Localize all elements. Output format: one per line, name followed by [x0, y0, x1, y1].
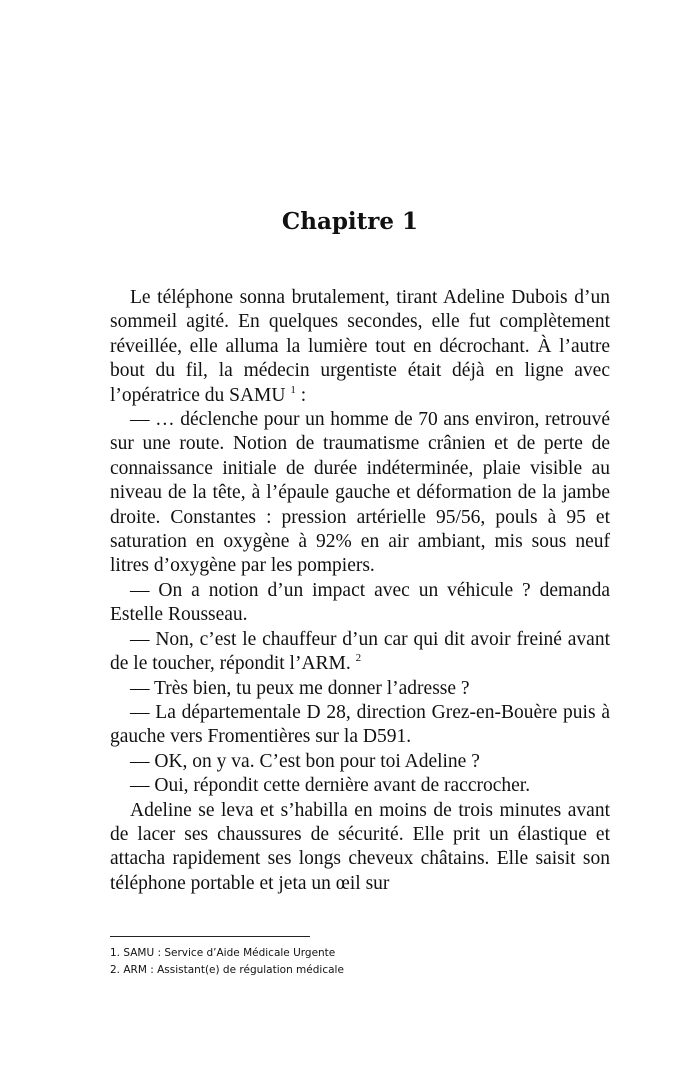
footnote-ref: 1: [290, 383, 296, 396]
paragraph: — La départementale D 28, direction Grez-en-Bouère puis à gauche vers Fromentières sur la D591.: [110, 701, 610, 748]
footnotes: [110, 945, 610, 979]
paragraph: — On a notion d’un impact avec un véhicule ? demanda Estelle Rousseau.: [110, 579, 610, 626]
paragraph: — Non, c’est le chauffeur d’un car qui dit avoir freiné avant de le toucher, répondit l’ARM. $^2$: [110, 628, 610, 675]
chapter-title: Chapitre 1: [281, 208, 419, 235]
footnote-divider: [110, 936, 310, 937]
paragraph: — … déclenche pour un homme de 70 ans environ, retrouvé sur une route. Notion de traumatisme crânien et de perte de connaissance initiale de durée indéterminée, plaie visible au niveau de la tête, à l’épaule gauche et déformation de la jambe droite. Constantes : pression artérielle 95/56, pouls à 95 et saturation en oxygène à 92% en air ambiant, mis sous neuf litres d’oxygène par les pompiers.: [110, 409, 610, 577]
footnote: 2. ARM : Assistant(e) de régulation médicale: [110, 964, 344, 976]
paragraph: Le téléphone sonna brutalement, tirant Adeline Dubois d’un sommeil agité. En quelques secondes, elle fut complètement réveillée, elle alluma la lumière tout en décrochant. À l’autre bout du fil, la médecin urgentiste était déjà en ligne avec l’opératrice du SAMU $^1$ :: [110, 287, 610, 406]
footnote: 1. SAMU : Service d’Aide Médicale Urgente: [110, 947, 336, 959]
paragraph: — Très bien, tu peux me donner l’adresse ?: [130, 677, 470, 699]
footnote-ref: 2: [355, 652, 362, 665]
paragraph: — Oui, répondit cette dernière avant de raccrocher.: [130, 775, 531, 797]
body-text: [110, 286, 610, 896]
paragraph: — OK, on y va. C’est bon pour toi Adeline ?: [130, 750, 480, 772]
paragraph: Adeline se leva et s’habilla en moins de trois minutes avant de lacer ses chaussures de sécurité. Elle prit un élastique et attacha rapidement ses longs cheveux châtains. Elle saisit son téléphone portable et jeta un œil sur: [110, 799, 610, 894]
